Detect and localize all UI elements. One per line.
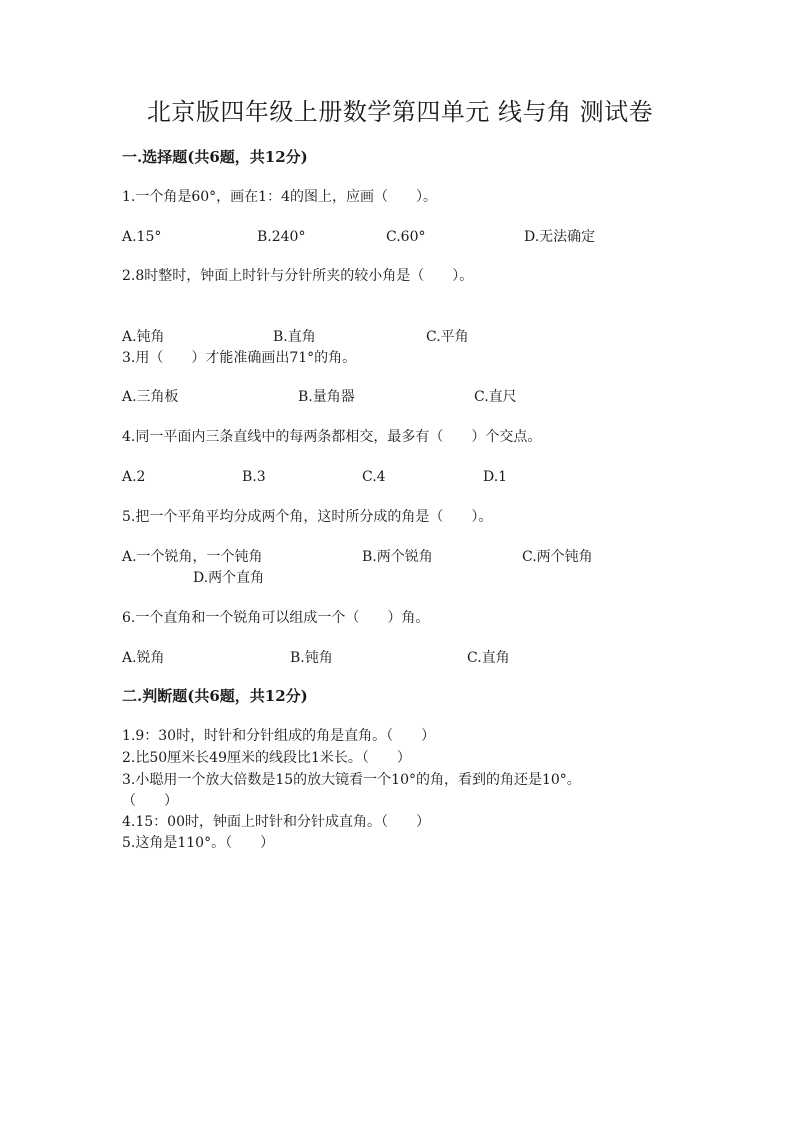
option-3b: B.量角器 bbox=[298, 389, 355, 405]
option-5a: A.一个锐角，一个钝角 bbox=[122, 549, 263, 565]
option-6c: C.直角 bbox=[467, 650, 510, 666]
option-2b: B.直角 bbox=[273, 329, 316, 345]
option-5d: D.两个直角 bbox=[193, 570, 265, 586]
judge-question-4: 4.15：00时，钟面上时针和分针成直角。（ ） bbox=[122, 814, 430, 830]
option-6b: B.钝角 bbox=[290, 650, 333, 666]
option-2a: A.钝角 bbox=[122, 329, 165, 345]
option-3c: C.直尺 bbox=[474, 389, 517, 405]
option-1a: A.15° bbox=[122, 229, 162, 245]
judge-question-1: 1.9：30时，时针和分针组成的角是直角。（ ） bbox=[122, 728, 436, 744]
question-6: 6.一个直角和一个锐角可以组成一个（ ）角。 bbox=[122, 610, 430, 626]
question-4: 4.同一平面内三条直线中的每两条都相交，最多有（ ）个交点。 bbox=[122, 429, 542, 445]
judge-question-3-continuation: （ ） bbox=[122, 793, 178, 809]
option-5c: C.两个钝角 bbox=[522, 549, 593, 565]
option-4b: B.3 bbox=[242, 469, 266, 485]
option-5b: B.两个锐角 bbox=[362, 549, 433, 565]
question-5: 5.把一个平角平均分成两个角，这时所分成的角是（ ）。 bbox=[122, 509, 493, 525]
judge-question-5: 5.这角是110°。（ ） bbox=[122, 835, 275, 851]
question-2: 2.8时整时，钟面上时针与分针所夹的较小角是（ ）。 bbox=[122, 268, 474, 284]
judge-question-2: 2.比50厘米长49厘米的线段比1米长。（ ） bbox=[122, 750, 411, 766]
option-1d: D.无法确定 bbox=[524, 229, 596, 245]
option-6a: A.锐角 bbox=[122, 650, 165, 666]
option-4d: D.1 bbox=[483, 469, 508, 485]
judge-question-3: 3.小聪用一个放大倍数是15的放大镜看一个10°的角，看到的角还是10°。 bbox=[122, 772, 581, 788]
section-heading-judge: 二.判断题(共6题，共12分) bbox=[122, 687, 308, 705]
question-3: 3.用（ ）才能准确画出71°的角。 bbox=[122, 350, 357, 366]
option-2c: C.平角 bbox=[426, 329, 469, 345]
option-4a: A.2 bbox=[122, 469, 146, 485]
option-1c: C.60° bbox=[386, 229, 426, 245]
option-3a: A.三角板 bbox=[122, 389, 179, 405]
section-heading-choice: 一.选择题(共6题，共12分) bbox=[122, 148, 308, 166]
page-title: 北京版四年级上册数学第四单元 线与角 测试卷 bbox=[146, 98, 654, 126]
option-4c: C.4 bbox=[362, 469, 386, 485]
question-1: 1.一个角是60°，画在1：4的图上，应画（ ）。 bbox=[122, 189, 437, 205]
option-1b: B.240° bbox=[257, 229, 306, 245]
